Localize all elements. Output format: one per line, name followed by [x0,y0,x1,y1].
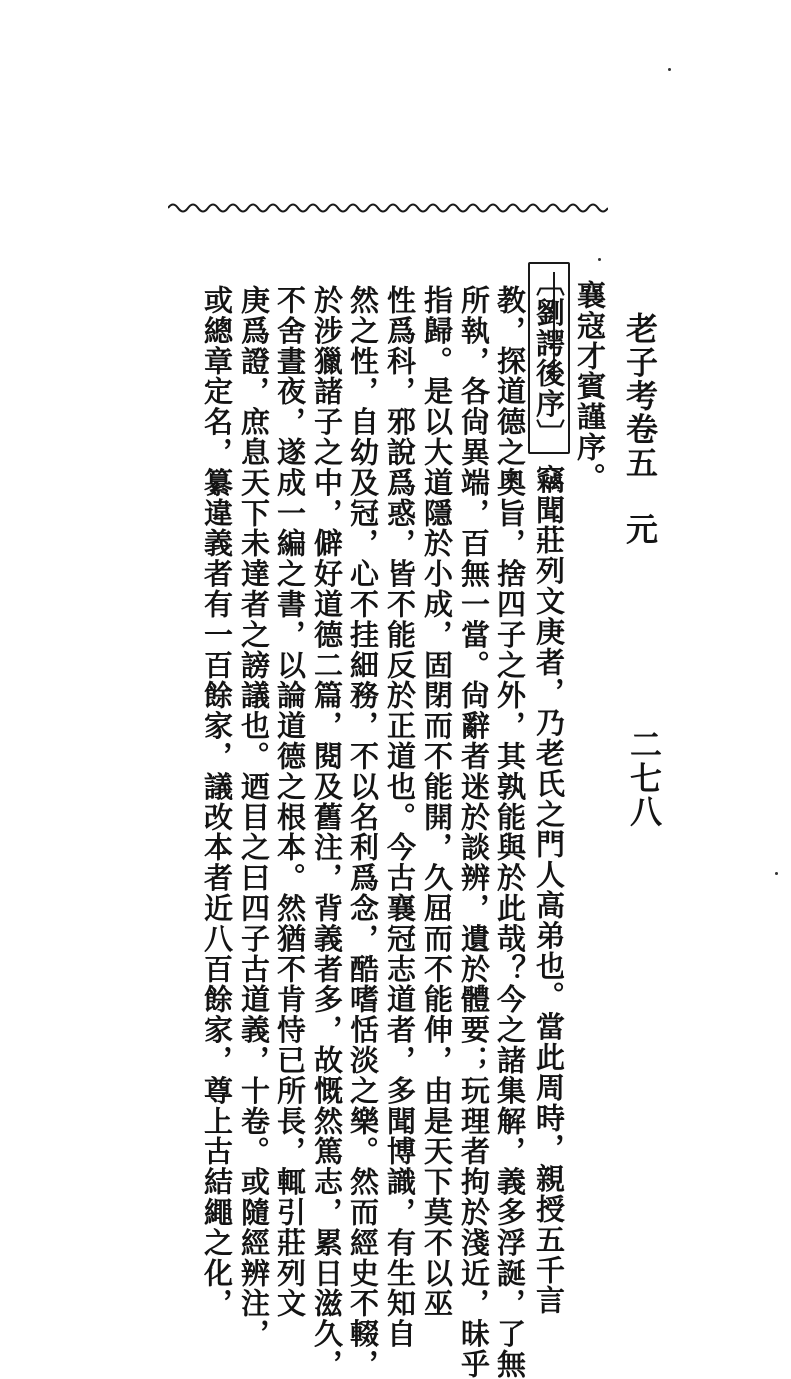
scan-speck [668,68,671,71]
text-column-9: 庚爲證，庶息天下未達者之謗議也。迺目之曰四子古道義，十卷。或隨經辨注， [237,285,271,1349]
text-column-2: 教，探道德之奧旨，捨四子之外，其孰能與於此哉？今之諸集解，義多浮誕，了無 [493,285,527,1379]
page-number: 二七八 [625,728,663,829]
column-text: 竊聞莊列文庚者，乃老氏之門人高弟也。當此周時，親授五千言 [532,464,566,1316]
preface-title: 襄寇才賓謹序。 [573,280,607,493]
text-column-5: 性爲科，邪說爲惑，皆不能反於正道也。今古襄冠志道者，多聞博識，有生知自 [383,285,417,1349]
wavy-divider [168,196,608,220]
scan-speck [775,872,778,875]
text-column-8: 不舍晝夜，遂成一編之書，以論道德之根本。然猶不肯恃已所長，輒引莊列文 [273,285,307,1319]
running-title: 老子考卷五 元 [621,312,659,546]
text-column-10: 或總章定名，纂違義者有一百餘家，議改本者近八百餘家，尊上古結繩之化， [200,285,234,1319]
text-column-3: 所執，各尙異端，百無一當。尙辭者迷於談辨，遺於體要；玩理者拘於淺近，昧乎 [457,285,491,1379]
section-label: 〔劉諤後序〕 [528,262,570,454]
text-column-4: 指歸。是以大道隱於小成，固閉而不能開，久屈而不能伸，由是天下莫不以巫 [420,285,454,1319]
text-column-7: 於涉獵諸子之中，僻好道德二篇，閱及舊注，背義者多，故慨然篤志，累日滋久， [310,285,344,1379]
text-column-6: 然之性，自幼及冠，心不挂細務，不以名利爲念，酷嗜恬淡之樂。然而經史不輟， [346,285,380,1379]
text-column-1 [528,262,570,1316]
scan-speck [598,258,601,261]
